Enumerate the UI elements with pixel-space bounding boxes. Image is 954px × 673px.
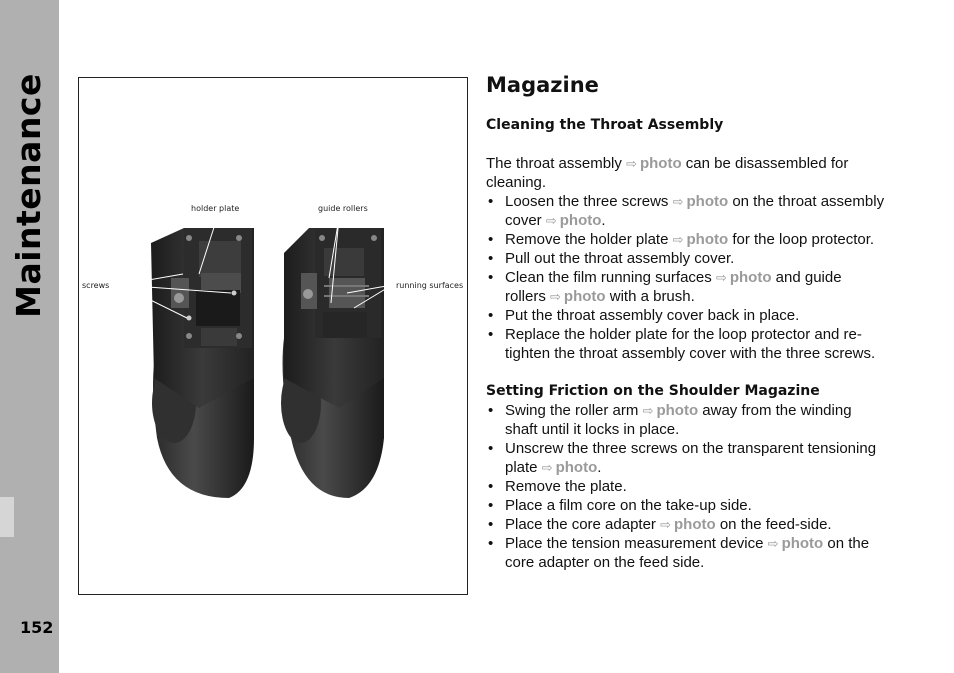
right-magazine bbox=[281, 228, 384, 498]
list-item: • Place the core adapter ⇨ photo on the feed-side. bbox=[486, 515, 886, 534]
page-title: Magazine bbox=[486, 73, 599, 97]
list-item: • Clean the film running surfaces ⇨ photo and guide rollers ⇨ photo with a brush. bbox=[486, 268, 886, 306]
photo-reference: ⇨ photo bbox=[626, 155, 682, 173]
photo-reference: ⇨ photo bbox=[545, 212, 602, 230]
reference-arrow-icon: ⇨ bbox=[642, 403, 654, 419]
magazine-photo-frame bbox=[78, 77, 468, 595]
throat-intro: The throat assembly ⇨ photo can be disassembled for cleaning. bbox=[486, 155, 849, 192]
reference-arrow-icon: ⇨ bbox=[660, 517, 672, 533]
list-item: • Swing the roller arm ⇨ photo away from the winding shaft until it locks in place. bbox=[486, 401, 886, 439]
friction-steps bbox=[486, 401, 886, 572]
reference-arrow-icon: ⇨ bbox=[545, 213, 557, 229]
list-item: • Place a film core on the take-up side. bbox=[486, 496, 886, 515]
section-title-text: Maintenance bbox=[8, 72, 48, 318]
main-content bbox=[486, 72, 886, 572]
reference-arrow-icon: ⇨ bbox=[550, 289, 561, 305]
photo-reference: ⇨ photo bbox=[660, 516, 716, 534]
label-screws: screws bbox=[82, 281, 110, 290]
photo-reference: ⇨ photo bbox=[715, 269, 772, 287]
page-number: 152 bbox=[20, 618, 54, 637]
heading-cleaning-throat: Cleaning the Throat Assembly bbox=[486, 117, 724, 134]
photo-reference: ⇨ photo bbox=[672, 193, 729, 211]
reference-arrow-icon: ⇨ bbox=[672, 194, 684, 210]
list-item: • Loosen the three screws ⇨ photo on the throat assembly cover ⇨ photo. bbox=[486, 192, 886, 230]
list-item: • Pull out the throat assembly cover. bbox=[486, 249, 886, 268]
photo-reference: ⇨ photo bbox=[642, 402, 699, 420]
chapter-tab-marker bbox=[0, 497, 14, 537]
sidebar bbox=[0, 0, 59, 673]
reference-arrow-icon: ⇨ bbox=[767, 536, 779, 552]
reference-arrow-icon: ⇨ bbox=[541, 460, 553, 476]
list-item: • Place the tension measurement device ⇨ photo on the core adapter on the feed side. bbox=[486, 534, 886, 572]
photo-reference: ⇨ photo bbox=[767, 535, 824, 553]
photo-reference: ⇨ photo bbox=[672, 231, 729, 249]
label-guide-rollers: guide rollers bbox=[318, 204, 368, 213]
left-magazine bbox=[151, 228, 254, 498]
photo-reference: ⇨ photo bbox=[550, 288, 606, 306]
label-running-surfaces: running surfaces bbox=[396, 281, 464, 290]
photo-reference: ⇨ photo bbox=[541, 459, 598, 477]
heading-setting-friction: Setting Friction on the Shoulder Magazine bbox=[486, 383, 820, 400]
throat-steps bbox=[486, 192, 886, 363]
reference-arrow-icon: ⇨ bbox=[672, 232, 684, 248]
list-item: • Remove the plate. bbox=[486, 477, 886, 496]
list-item: • Remove the holder plate ⇨ photo for the loop protector. bbox=[486, 230, 886, 249]
list-item: • Replace the holder plate for the loop protector and re-tighten the throat assembly cover with the three screws. bbox=[486, 325, 886, 363]
list-item: • Put the throat assembly cover back in place. bbox=[486, 306, 886, 325]
reference-arrow-icon: ⇨ bbox=[715, 270, 727, 286]
list-item: • Unscrew the three screws on the transparent tensioning plate ⇨ photo. bbox=[486, 439, 886, 477]
section-title-vertical bbox=[4, 72, 52, 318]
label-holder-plate: holder plate bbox=[191, 204, 240, 213]
reference-arrow-icon: ⇨ bbox=[626, 156, 637, 172]
magazine-photo bbox=[79, 78, 469, 596]
